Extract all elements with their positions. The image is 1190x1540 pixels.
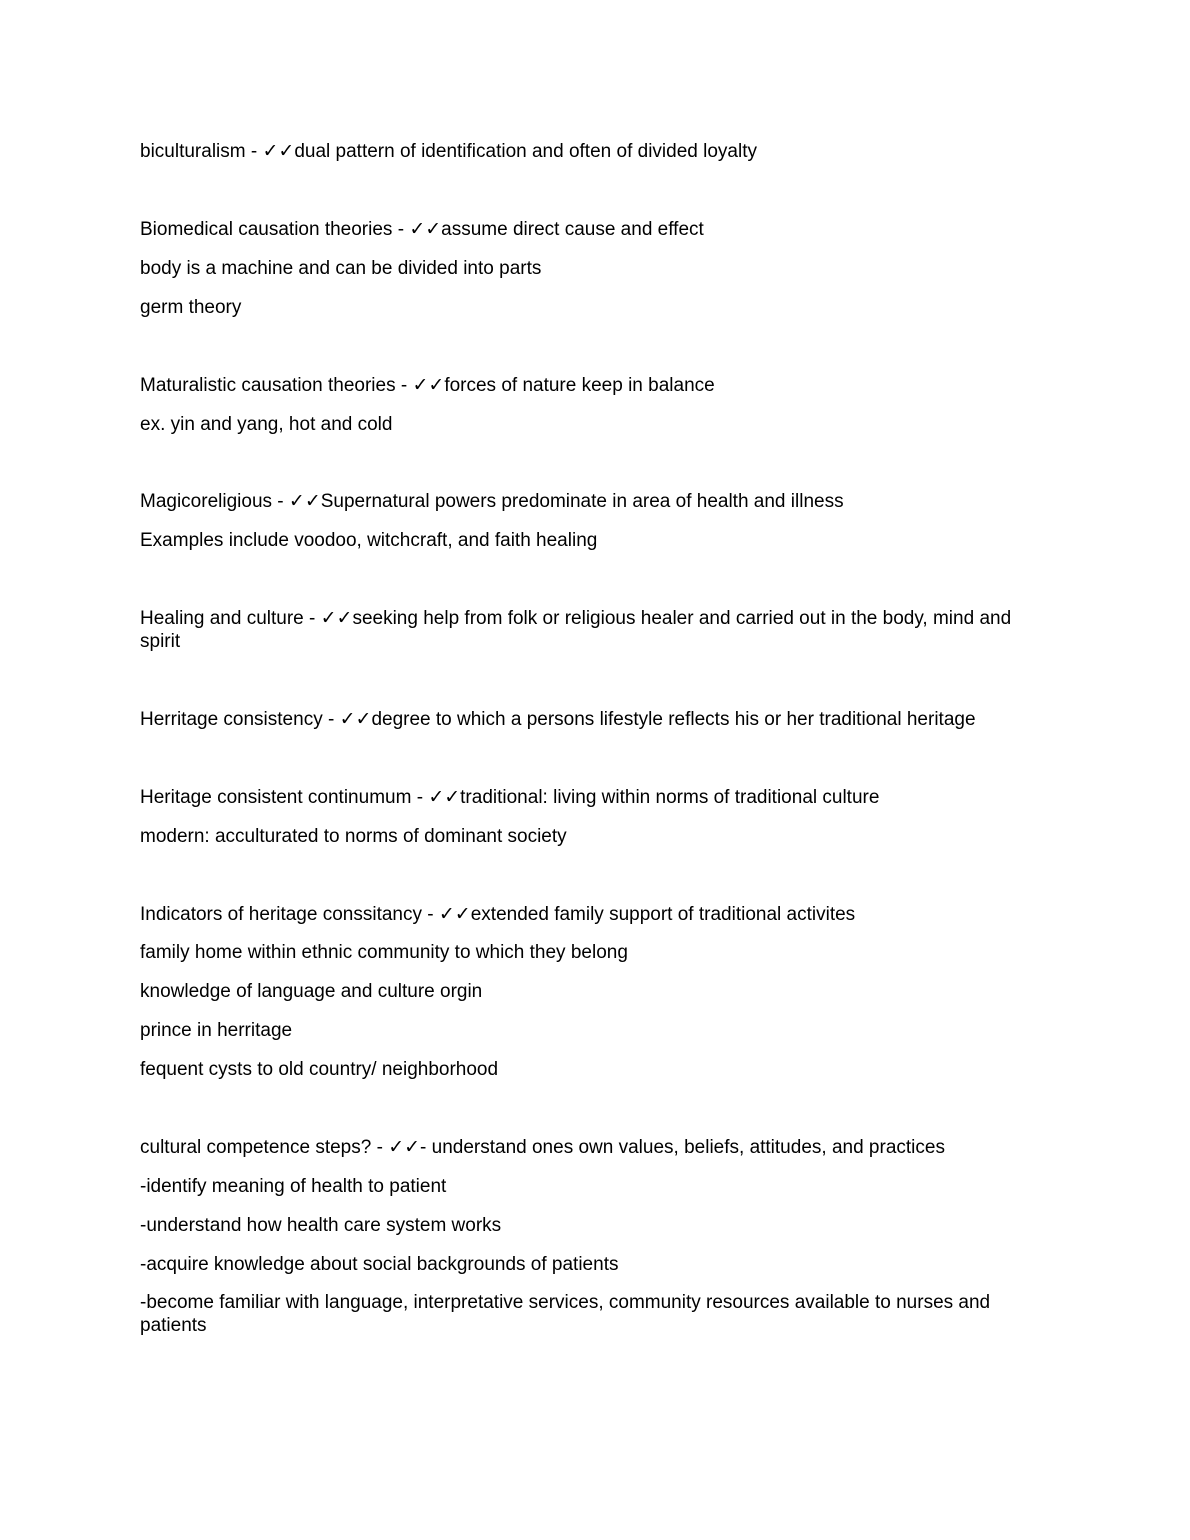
entry-separator: - bbox=[245, 141, 263, 162]
double-check-icon: ✓✓ bbox=[288, 491, 321, 512]
entry-definition: traditional: living within norms of traditional culture bbox=[460, 787, 880, 808]
entry-definition: Supernatural powers predominate in area of health and illness bbox=[320, 491, 844, 512]
entry-magicoreligious bbox=[140, 490, 1060, 513]
entry-extra-line: family home within ethnic community to which they belong bbox=[140, 942, 628, 963]
double-check-icon: ✓✓ bbox=[262, 141, 295, 162]
entry-extra-line: -acquire knowledge about social backgrounds of patients bbox=[140, 1254, 619, 1275]
entry-biculturalism bbox=[140, 140, 1060, 163]
entry-extra-line: fequent cysts to old country/ neighborhood bbox=[140, 1059, 499, 1080]
entry-definition: assume direct cause and effect bbox=[441, 219, 704, 240]
entry-extra-line: modern: acculturated to norms of dominant society bbox=[140, 826, 567, 847]
double-check-icon: ✓✓ bbox=[339, 709, 372, 730]
entry-indicators-heritage bbox=[140, 903, 1060, 926]
entry-extra-line: Examples include voodoo, witchcraft, and faith healing bbox=[140, 530, 598, 551]
entry-cultural-competence bbox=[140, 1136, 1060, 1159]
entry-term: Herritage consistency bbox=[140, 709, 323, 730]
entry-term: Indicators of heritage conssitancy bbox=[140, 904, 422, 925]
entry-naturalistic-causation bbox=[140, 374, 1060, 397]
double-check-icon: ✓✓ bbox=[388, 1137, 421, 1158]
entry-extra-line: germ theory bbox=[140, 297, 242, 318]
entry-definition: forces of nature keep in balance bbox=[444, 375, 715, 396]
entry-heritage-continuum bbox=[140, 786, 1060, 809]
entry-definition: seeking help from folk or religious healer and carried out in the body, mind and spirit bbox=[140, 608, 1012, 652]
entry-term: Healing and culture bbox=[140, 608, 304, 629]
entry-extra-line: body is a machine and can be divided into parts bbox=[140, 258, 542, 279]
entry-term: biculturalism bbox=[140, 141, 246, 162]
entry-definition: extended family support of traditional activites bbox=[470, 904, 856, 925]
double-check-icon: ✓✓ bbox=[438, 904, 471, 925]
entry-healing-and-culture bbox=[140, 607, 1055, 653]
entry-definition: degree to which a persons lifestyle reflects his or her traditional heritage bbox=[371, 709, 976, 730]
entry-separator: - bbox=[272, 491, 289, 512]
entry-separator: - bbox=[392, 219, 410, 240]
double-check-icon: ✓✓ bbox=[320, 608, 353, 629]
entry-term: Heritage consistent continumum bbox=[140, 787, 412, 808]
entry-separator: - bbox=[303, 608, 321, 629]
entry-term: Magicoreligious bbox=[140, 491, 273, 512]
double-check-icon: ✓✓ bbox=[409, 219, 442, 240]
entry-definition: dual pattern of identification and often of divided loyalty bbox=[294, 141, 757, 162]
entry-biomedical-causation bbox=[140, 218, 1060, 241]
entry-extra-line: -understand how health care system works bbox=[140, 1215, 502, 1236]
entry-separator: - bbox=[422, 904, 439, 925]
entry-separator: - bbox=[322, 709, 340, 730]
entry-extra-line: -become familiar with language, interpretative services, community resources available to nurses and patients bbox=[140, 1292, 991, 1336]
entry-separator: - bbox=[371, 1137, 389, 1158]
double-check-icon: ✓✓ bbox=[412, 375, 445, 396]
entry-extra-line: prince in herritage bbox=[140, 1020, 293, 1041]
entry-extra-line: knowledge of language and culture orgin bbox=[140, 981, 483, 1002]
entry-term: cultural competence steps? bbox=[140, 1137, 372, 1158]
entry-term: Biomedical causation theories bbox=[140, 219, 393, 240]
entry-definition: - understand ones own values, beliefs, attitudes, and practices bbox=[420, 1137, 945, 1158]
entry-extra-line: -identify meaning of health to patient bbox=[140, 1176, 447, 1197]
entry-extra-line: ex. yin and yang, hot and cold bbox=[140, 414, 393, 435]
double-check-icon: ✓✓ bbox=[428, 787, 461, 808]
entry-separator: - bbox=[395, 375, 413, 396]
entry-term: Maturalistic causation theories bbox=[140, 375, 396, 396]
entry-herritage-consistency bbox=[140, 708, 1060, 731]
entry-separator: - bbox=[411, 787, 429, 808]
